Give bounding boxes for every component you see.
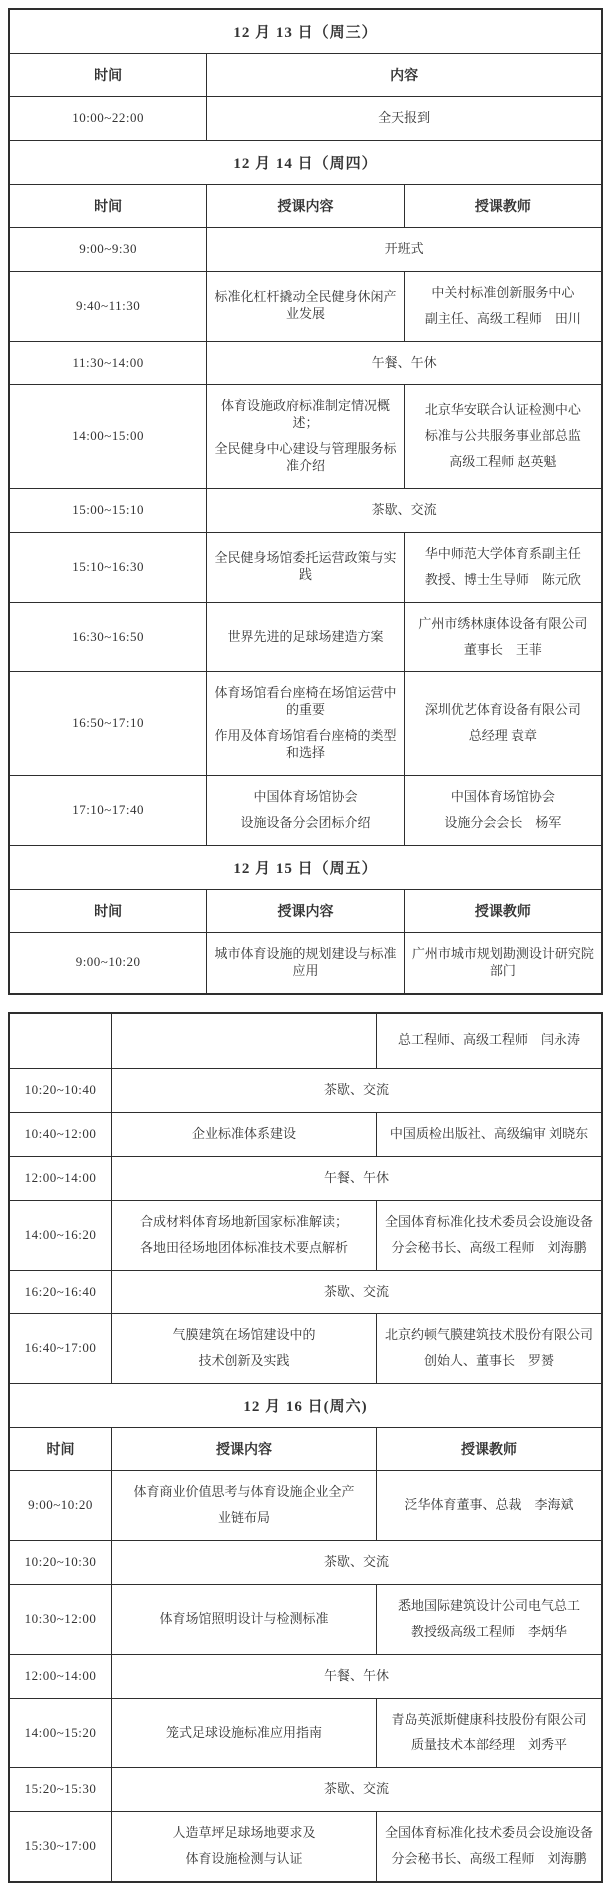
cell-line: 16:30~16:50 (72, 628, 144, 644)
cell-line: 10:00~22:00 (72, 110, 144, 125)
table-row (9, 1698, 602, 1768)
content-cell (207, 532, 405, 602)
table-row (9, 1584, 602, 1654)
cell-line: 14:00~16:20 (24, 1226, 97, 1242)
time-cell (9, 932, 207, 993)
content-cell (112, 1584, 377, 1654)
table-row (9, 532, 602, 602)
teacher-cell (377, 1584, 603, 1654)
cell-line: 标准与公共服务事业部总监 (424, 428, 581, 444)
content-cell (112, 1112, 377, 1156)
time-cell (9, 776, 207, 846)
date-header: 12 月 16 日(周六) (9, 1384, 602, 1428)
time-cell (9, 602, 207, 672)
table-row (9, 1270, 602, 1314)
teacher-cell (377, 1471, 603, 1541)
teacher-cell (404, 602, 602, 672)
time-cell (9, 341, 207, 385)
time-cell (9, 1812, 112, 1882)
cell-line: 15:20~15:30 (24, 1781, 97, 1797)
cell-line: 17:10~17:40 (72, 801, 144, 817)
cell-line: 体育设施政府标准制定情况概述； (220, 398, 390, 431)
cell-line: 茶歇、交流 (323, 1082, 389, 1098)
table-row (9, 385, 602, 489)
cell-line: 青岛英派斯健康科技股份有限公司 (391, 1711, 587, 1727)
table-row (9, 97, 602, 141)
table-row (9, 1471, 602, 1541)
content-cell (112, 1471, 377, 1541)
cell-line: 12:00~14:00 (24, 1667, 97, 1683)
cell-line: 笼式足球设施标准应用指南 (165, 1724, 322, 1740)
cell-line: 午餐、午休 (371, 354, 437, 370)
cell-line: 11:30~14:00 (72, 354, 144, 370)
cell-line: 全民健身中心建设与管理服务标准介绍 (214, 441, 397, 474)
time-cell (9, 97, 207, 141)
cell-line: 总工程师、高级工程师 闫永涛 (397, 1032, 580, 1048)
cell-line: 中国体育场馆协会 (450, 789, 555, 805)
cell-line: 9:00~10:20 (28, 1497, 93, 1513)
time-cell (9, 1698, 112, 1768)
cell-line: 全国体育标准化技术委员会设施设备 (384, 1825, 593, 1841)
cell-line: 高级工程师 赵英魁 (449, 454, 557, 470)
content-cell (207, 932, 405, 993)
content-cell (207, 776, 405, 846)
content-cell (112, 1812, 377, 1882)
cell-line: 15:10~16:30 (72, 558, 144, 574)
table-row (9, 1428, 602, 1471)
table-row (9, 1768, 602, 1812)
time-cell (9, 1584, 112, 1654)
cell-line: 午餐、午休 (323, 1169, 389, 1185)
time-cell (9, 1013, 112, 1069)
cell-line: 午餐、午休 (323, 1667, 389, 1683)
cell-line: 技术创新及实践 (198, 1353, 290, 1369)
cell-line: 9:00~10:20 (75, 954, 141, 970)
table-row (9, 271, 602, 341)
cell-line: 茶歇、交流 (323, 1781, 389, 1797)
time-cell (9, 1541, 112, 1585)
time-cell (9, 1768, 112, 1812)
content-cell (112, 1541, 603, 1585)
cell-line: 标准化杠杆撬动全民健身休闲产业发展 (214, 289, 397, 322)
cell-line: 16:50~17:10 (72, 715, 144, 731)
table-row (9, 672, 602, 776)
content-cell (112, 1654, 603, 1698)
content-cell (112, 1314, 377, 1384)
time-cell (9, 385, 207, 489)
time-cell (9, 1069, 112, 1113)
cell-line: 14:00~15:00 (72, 428, 144, 444)
time-cell (9, 489, 207, 533)
content-cell (112, 1768, 603, 1812)
teacher-cell (404, 532, 602, 602)
cell-line: 悉地国际建筑设计公司电气总工 (397, 1597, 580, 1613)
column-header: 授课内容 (112, 1428, 377, 1471)
cell-line: 教授级高级工程师 李炳华 (410, 1623, 567, 1639)
time-cell (9, 1156, 112, 1200)
table-row (9, 1541, 602, 1585)
cell-line: 10:20~10:40 (24, 1082, 97, 1098)
schedule-table-part-1 (8, 8, 603, 995)
table-row (9, 341, 602, 385)
teacher-cell (404, 932, 602, 993)
teacher-cell (404, 385, 602, 489)
table-row (9, 845, 602, 889)
cell-line: 15:30~17:00 (24, 1838, 97, 1854)
column-header: 授课教师 (404, 184, 602, 227)
time-cell (9, 532, 207, 602)
teacher-cell (377, 1314, 603, 1384)
cell-line: 15:00~15:10 (72, 502, 144, 518)
table-row (9, 1200, 602, 1270)
cell-line: 深圳优艺体育设备有限公司 (424, 702, 581, 718)
table-row (9, 1069, 602, 1113)
time-cell (9, 1314, 112, 1384)
cell-line: 气膜建筑在场馆建设中的 (172, 1327, 316, 1343)
column-header: 时间 (9, 54, 207, 97)
teacher-cell (377, 1812, 603, 1882)
content-cell (207, 227, 602, 271)
table-row (9, 1384, 602, 1428)
teacher-cell (377, 1013, 603, 1069)
content-cell (207, 97, 602, 141)
cell-line: 各地田径场地团体标准技术要点解析 (139, 1239, 348, 1255)
column-header: 授课内容 (207, 889, 405, 932)
time-cell (9, 227, 207, 271)
time-cell (9, 1112, 112, 1156)
table-row (9, 1013, 602, 1069)
table-row (9, 889, 602, 932)
cell-line: 全民健身场馆委托运营政策与实践 (214, 550, 397, 583)
content-cell (207, 385, 405, 489)
cell-line: 10:30~12:00 (24, 1610, 97, 1626)
schedule-table-part-2 (8, 1012, 603, 1883)
column-header: 授课教师 (404, 889, 602, 932)
cell-line: 16:20~16:40 (24, 1283, 97, 1299)
content-cell (207, 271, 405, 341)
cell-line: 人造草坪足球场地要求及 (172, 1825, 316, 1841)
table-row (9, 184, 602, 227)
cell-line: 企业标准体系建设 (191, 1125, 296, 1141)
time-cell (9, 1200, 112, 1270)
cell-line: 作用及体育场馆看台座椅的类型和选择 (214, 728, 397, 761)
content-cell (112, 1698, 377, 1768)
teacher-cell (377, 1112, 603, 1156)
content-cell (112, 1013, 377, 1069)
table-row (9, 932, 602, 993)
column-header: 时间 (9, 184, 207, 227)
time-cell (9, 1471, 112, 1541)
table-row (9, 140, 602, 184)
table-row (9, 602, 602, 672)
cell-line: 10:20~10:30 (24, 1554, 97, 1569)
teacher-cell (377, 1200, 603, 1270)
teacher-cell (404, 271, 602, 341)
table-row (9, 227, 602, 271)
cell-line: 16:40~17:00 (24, 1340, 97, 1356)
cell-line: 董事长 王菲 (463, 641, 542, 657)
cell-line: 体育设施检测与认证 (185, 1851, 303, 1867)
content-cell (112, 1156, 603, 1200)
table-row (9, 9, 602, 54)
cell-line: 9:40~11:30 (75, 297, 141, 313)
cell-line: 设施设备分会团标介绍 (240, 814, 371, 830)
cell-line: 14:00~15:20 (24, 1724, 97, 1740)
cell-line: 9:00~9:30 (79, 240, 137, 256)
cell-line: 教授、博士生导师 陈元欣 (424, 571, 581, 587)
cell-line: 总经理 袁章 (468, 728, 538, 744)
cell-line: 泛华体育董事、总裁 李海斌 (404, 1497, 574, 1513)
cell-line: 分会秘书长、高级工程师 刘海鹏 (391, 1239, 587, 1255)
column-header: 时间 (9, 889, 207, 932)
date-header: 12 月 15 日（周五） (9, 845, 602, 889)
content-cell (207, 489, 602, 533)
cell-line: 茶歇、交流 (323, 1554, 389, 1569)
date-header: 12 月 13 日（周三） (9, 9, 602, 54)
teacher-cell (377, 1698, 603, 1768)
column-header: 授课内容 (207, 184, 405, 227)
cell-line: 北京约顿气膜建筑技术股份有限公司 (384, 1327, 593, 1343)
cell-line: 12:00~14:00 (24, 1169, 97, 1185)
cell-line: 中国体育场馆协会 (253, 789, 358, 805)
table-row (9, 1112, 602, 1156)
cell-line: 分会秘书长、高级工程师 刘海鹏 (391, 1851, 587, 1867)
cell-line: 中国质检出版社、高级编审 刘晓东 (389, 1125, 589, 1141)
column-header: 时间 (9, 1428, 112, 1471)
column-header: 授课教师 (377, 1428, 603, 1471)
content-cell (207, 341, 602, 385)
table-row (9, 776, 602, 846)
cell-line: 体育商业价值思考与体育设施企业全产 (133, 1484, 355, 1500)
cell-line: 全天报到 (378, 110, 431, 125)
cell-line: 城市体育设施的规划建设与标准应用 (214, 945, 397, 978)
cell-line: 茶歇、交流 (371, 502, 437, 518)
cell-line: 茶歇、交流 (323, 1283, 389, 1299)
cell-line: 广州市城市规划勘测设计研究院部门 (411, 945, 594, 978)
cell-line: 全国体育标准化技术委员会设施设备 (384, 1213, 593, 1229)
cell-line: 北京华安联合认证检测中心 (424, 402, 581, 418)
date-header: 12 月 14 日（周四） (9, 140, 602, 184)
cell-line: 创始人、董事长 罗赟 (423, 1353, 554, 1369)
table-row (9, 1156, 602, 1200)
teacher-cell (404, 776, 602, 846)
cell-line: 10:40~12:00 (24, 1125, 97, 1141)
content-cell (112, 1069, 603, 1113)
cell-line: 体育场馆照明设计与检测标准 (159, 1610, 329, 1626)
schedule-tables (8, 8, 603, 1883)
table-row (9, 54, 602, 97)
cell-line: 业链布局 (217, 1510, 270, 1526)
table-row (9, 1654, 602, 1698)
cell-line: 广州市绣林康体设备有限公司 (418, 615, 588, 631)
content-cell (112, 1270, 603, 1314)
time-cell (9, 1270, 112, 1314)
cell-line: 中关村标准创新服务中心 (431, 284, 575, 300)
cell-line: 副主任、高级工程师 田川 (424, 310, 581, 326)
content-cell (207, 602, 405, 672)
content-cell (207, 672, 405, 776)
content-cell (112, 1200, 377, 1270)
cell-line: 体育场馆看台座椅在场馆运营中的重要 (214, 685, 397, 718)
cell-line: 华中师范大学体育系副主任 (424, 545, 581, 561)
table-row (9, 489, 602, 533)
cell-line: 合成材料体育场地新国家标准解读； (139, 1213, 348, 1229)
teacher-cell (404, 672, 602, 776)
cell-line: 质量技术本部经理 刘秀平 (410, 1737, 567, 1753)
cell-line: 世界先进的足球场建造方案 (227, 628, 384, 644)
time-cell (9, 672, 207, 776)
time-cell (9, 271, 207, 341)
table-row (9, 1812, 602, 1882)
cell-line: 开班式 (384, 240, 424, 256)
column-header: 内容 (207, 54, 602, 97)
cell-line: 设施分会会长 杨军 (444, 814, 562, 830)
table-row (9, 1314, 602, 1384)
time-cell (9, 1654, 112, 1698)
